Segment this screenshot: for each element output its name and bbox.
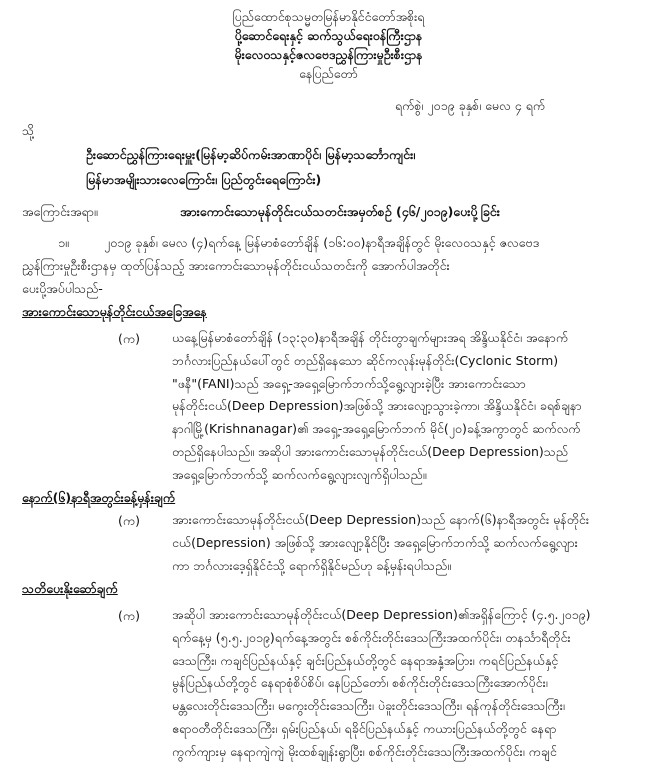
section-body-warning	[172, 604, 634, 764]
body-line: ကွက်ကျားမှ နေရာကျဲကျဲ မိုးထစ်ချုန်းရွာပြီး၊ စစ်ကိုင်းတိုင်းဒေသကြီးအထက်ပိုင်း၊ ကချင်	[172, 743, 557, 759]
ministry-name: ပို့ဆောင်ရေးနှင့် ဆက်သွယ်ရေးဝန်ကြီးဌာန	[234, 28, 423, 43]
body-line: အရှေ့မြောက်ဘက်သို့ ဆက်လက်ရွေ့လျားလျက်ရှိပါသည်။	[172, 466, 427, 482]
body-line: ကာ ဘင်္ဂလားဒေ့ရှ်နိုင်ငံသို့ ရောက်ရှိနိုင်မည်ဟု ခန့်မှန်းရပါသည်။	[172, 557, 451, 573]
body-line: အဆိုပါ အားကောင်းသောမုန်တိုင်းငယ်(Deep Depression)၏အရှိန်ကြောင့် (၄.၅.၂၀၁၉)	[172, 607, 591, 622]
recipient-line-1: ဦးဆောင်ညွှန်ကြားရေးမှူး(မြန်မာ့ဆိပ်ကမ်းအာဏာပိုင်၊ မြန်မာ့သင်္ဘောကျင်း၊	[86, 147, 416, 162]
body-line: အားကောင်းသောမုန်တိုင်းငယ်(Deep Depression)သည် နောက်(၆)နာရီအတွင်း မုန်တိုင်း	[172, 512, 590, 527]
intro-line: ၂၀၁၉ ခုနှစ်၊ မေလ (၄)ရက်နေ့ မြန်မာစံတော်ချိန် (၁၆:၀၀)နာရီအချိန်တွင် မိုးလေဝသနှင့် ဇလဗေဒ	[104, 235, 540, 250]
department-name: မိုးလေဝသနှင့်ဇလဗေဒညွှန်ကြားမှုဦးစီးဌာန	[234, 47, 423, 62]
section-body-status	[172, 327, 634, 487]
body-line: ယနေ့မြန်မာစံတော်ချိန် (၁၃:၃၀)နာရီအချိန် တိုင်းတွာချက်များအရ အိန္ဒိယနိုင်ငံ၊ အနောက်	[172, 330, 569, 345]
body-line: ဧရာဝတီတိုင်းဒေသကြီး၊ ရှမ်းပြည်နယ်၊ ရခိုင်ပြည်နယ်နှင့် ကယားပြည်နယ်တို့တွင် နေရာ	[172, 720, 557, 736]
government-name: ပြည်ထောင်စုသမ္မတမြန်မာနိုင်ငံတော်အစိုးရ	[232, 9, 425, 24]
body-line: မန္တလေးတိုင်းဒေသကြီး၊ မကွေးတိုင်းဒေသကြီး၊ ပဲခူးတိုင်းဒေသကြီး၊ ရန်ကုန်တိုင်းဒေသကြီး၊	[172, 698, 565, 714]
section-body-forecast	[172, 509, 634, 577]
subject-text: အားကောင်းသောမုန်တိုင်းငယ်သတင်းအမှတ်စဉ် (၄၆/၂၀၁၉)ပေးပို့ခြင်း	[180, 204, 500, 219]
city-name: နေပြည်တော်	[299, 66, 358, 81]
section-item-label: (က)	[118, 331, 140, 346]
paragraph-number: ၁။	[58, 235, 69, 250]
intro-line: ညွှန်ကြားမှုဦးစီးဌာနမှ ထုတ်ပြန်သည့် အားကောင်းသောမုန်တိုင်းငယ်သတင်းကို အောက်ပါအတိုင်း	[22, 258, 450, 273]
intro-line: ပေးပို့အပ်ပါသည်-	[22, 281, 103, 296]
body-line: တည်ရှိနေပါသည်။ အဆိုပါ အားကောင်းသောမုန်တိုင်းငယ်(Deep Depression)သည်	[172, 443, 568, 459]
body-line: "ဖနီ"(FANI)သည် အရှေ့-အရှေ့မြောက်ဘက်သို့ရွေ့လျားခဲ့ပြီး အားကောင်းသော	[172, 375, 526, 391]
section-title-forecast: နောက်(၆)နာရီအတွင်းခန့်မှန်းချက်	[22, 490, 176, 505]
body-line: ရက်နေ့မှ (၅.၅.၂၀၁၉)ရက်နေ့အတွင်း စစ်ကိုင်းတိုင်းဒေသကြီးအထက်ပိုင်း၊ တနင်္သာရီတိုင်း	[172, 629, 571, 645]
body-line: ဒေသကြီး၊ ကချင်ပြည်နယ်နှင့် ချင်းပြည်နယ်တို့တွင် နေရာအနှံ့အပြား၊ ကရင်ပြည်နယ်နှင့်	[172, 652, 559, 668]
body-line: ဘင်္ဂလားပြည်နယ်ပေါ်တွင် တည်ရှိနေသော ဆိုင်ကလုန်းမုန်တိုင်း(Cyclonic Storm)	[172, 352, 559, 368]
body-line: နာဂါမြို့(Krishnanagar)၏ အရှေ့-အရှေ့မြောက်ဘက် မိုင်(၂၀)ခန့်အကွာတွင် ဆက်လက်	[172, 421, 581, 437]
body-line: မုန်တိုင်းငယ်(Deep Depression)အဖြစ်သို့ အားလျော့သွားခဲ့ကာ၊ အိန္ဒိယနိုင်ငံ၊ ခရစ်ချနာ	[172, 398, 582, 414]
section-item-label: (က)	[118, 513, 140, 528]
document-date: ရက်စွဲ၊ ၂၀၁၉ ခုနှစ်၊ မေလ ၄ ရက်	[395, 98, 546, 113]
section-item-label: (က)	[118, 608, 140, 623]
section-title-status: အားကောင်းသောမုန်တိုင်းငယ်အခြေအနေ	[22, 304, 207, 319]
subject-label: အကြောင်းအရာ။	[22, 204, 98, 219]
section-title-warning: သတိပေးနိုးဆော်ချက်	[22, 581, 118, 596]
recipient-line-2: မြန်မာအမျိုးသားလေကြောင်း၊ ပြည်တွင်းရေကြောင်း)	[86, 172, 322, 187]
body-line: မွန်ပြည်နယ်တို့တွင် နေရာစုံစိပ်စိပ်၊ နေပြည်တော်၊ စစ်ကိုင်းတိုင်းဒေသကြီးအောက်ပိုင်း၊	[172, 675, 548, 691]
to-label: သို့	[22, 123, 35, 138]
body-line: ငယ်(Depression) အဖြစ်သို့ အားလျော့နိုင်ပြီး အရှေ့မြောက်ဘက်သို့ ဆက်လက်ရွေ့လျား	[172, 534, 578, 550]
